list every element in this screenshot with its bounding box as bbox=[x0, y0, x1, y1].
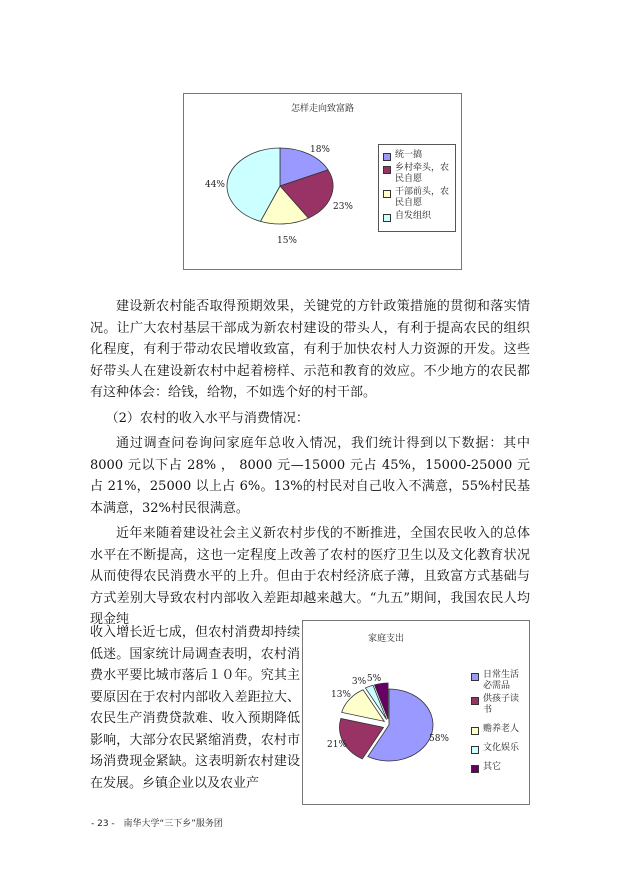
legend-item bbox=[471, 670, 525, 692]
legend-swatch bbox=[471, 673, 479, 681]
legend-item bbox=[383, 150, 451, 161]
page-number: - 23 - bbox=[91, 819, 115, 829]
pie-data-label: 23% bbox=[332, 202, 354, 212]
legend-swatch bbox=[383, 214, 391, 222]
legend-label: 干部前头，农民自愿 bbox=[395, 187, 450, 208]
legend-label: 其它 bbox=[483, 762, 502, 772]
chart-box-2 bbox=[302, 620, 530, 805]
wrapped-text bbox=[90, 622, 300, 794]
main-text bbox=[90, 296, 530, 631]
legend-label: 自发组织 bbox=[395, 211, 432, 221]
legend-item bbox=[383, 211, 451, 222]
pie-data-label: 58% bbox=[428, 734, 450, 744]
legend-label: 赡养老人 bbox=[483, 724, 520, 734]
paragraph: 建设新农村能否取得预期效果，关键党的方针政策措施的贯彻和落实情况。让广大农村基层干部成为新农村建设的带头人，有利于提高农民的组织化程度，有利于带动农民增收致富，有利于加快农村人力资源的开发。这些好带头人在建设新农村中起着榜样、示范和教育的效应。不少地方的农民都有这种体会：给钱，给物，不如选个好的村干部。 bbox=[90, 299, 530, 400]
chart-box-1 bbox=[183, 93, 462, 270]
legend-swatch bbox=[471, 727, 479, 735]
legend-label: 乡村牵头，农民自愿 bbox=[395, 163, 450, 184]
legend-swatch bbox=[383, 166, 391, 174]
legend-item bbox=[383, 187, 451, 209]
legend-2 bbox=[467, 665, 529, 777]
legend-item bbox=[471, 724, 525, 735]
paragraph-continued: 收入增长近七成，但农村消费却持续 低迷。国家统计局调查表明，农村消费水平要比城市落后１０年。究其主要原因在于农村内部收入差距拉大、农民生产消费贷款难、收入预期降低影响，大部分农民紧缩消费，农村市场消费现金紧缺。这表明新农村建设在发展。乡镇企业以及农业产 bbox=[90, 625, 300, 791]
paragraph: 通过调查问卷询问家庭年总收入情况，我们统计得到以下数据：其中 8000 元以下占 28% ， 8000 元—15000 元占 45%，15000-25000 元占 21%，25000 以上占 6%。13%的村民对自己收入不满意，55%村民基本满意，32%村民很满意。 bbox=[90, 436, 530, 516]
pie-data-label: 5% bbox=[366, 674, 382, 684]
pie-data-label: 13% bbox=[330, 690, 352, 700]
legend-swatch bbox=[471, 765, 479, 773]
legend-item bbox=[471, 694, 525, 716]
page-footer bbox=[91, 816, 229, 829]
section-heading: （2）农村的收入水平与消费情况： bbox=[105, 410, 309, 426]
footer-org: 南华大学“三下乡”服务团 bbox=[123, 819, 223, 829]
legend-label: 供孩子读书 bbox=[483, 694, 520, 715]
pie-data-label: 15% bbox=[276, 236, 298, 246]
paragraph: 近年来随着建设社会主义新农村步伐的不断推进，全国农民收入的总体水平在不断提高，这也一定程度上改善了农村的医疗卫生以及文化教育状况从而使得农民消费水平的上升。但由于农村经济底子薄，且致富方式基础与方式差别大导致农村内部收入差距却越来越大。“九五”期间，我国农民人均现金纯 bbox=[90, 526, 530, 627]
chart-title-2: 家庭支出 bbox=[367, 634, 404, 644]
legend-swatch bbox=[383, 153, 391, 161]
pie-data-label: 18% bbox=[309, 145, 331, 155]
legend-label: 统一搞 bbox=[395, 150, 423, 160]
legend-swatch bbox=[471, 746, 479, 754]
legend-label: 文化娱乐 bbox=[483, 743, 520, 753]
legend-item bbox=[471, 762, 525, 773]
legend-label: 日常生活必需品 bbox=[483, 670, 520, 691]
legend-item bbox=[383, 163, 451, 185]
pie-data-label: 21% bbox=[326, 740, 348, 750]
legend-swatch bbox=[471, 697, 479, 705]
legend-1 bbox=[378, 144, 456, 232]
pie-data-label: 3% bbox=[351, 677, 367, 687]
legend-item bbox=[471, 743, 525, 754]
chart-title-1: 怎样走向致富路 bbox=[290, 104, 354, 114]
pie-data-label: 44% bbox=[204, 180, 226, 190]
legend-swatch bbox=[383, 190, 391, 198]
